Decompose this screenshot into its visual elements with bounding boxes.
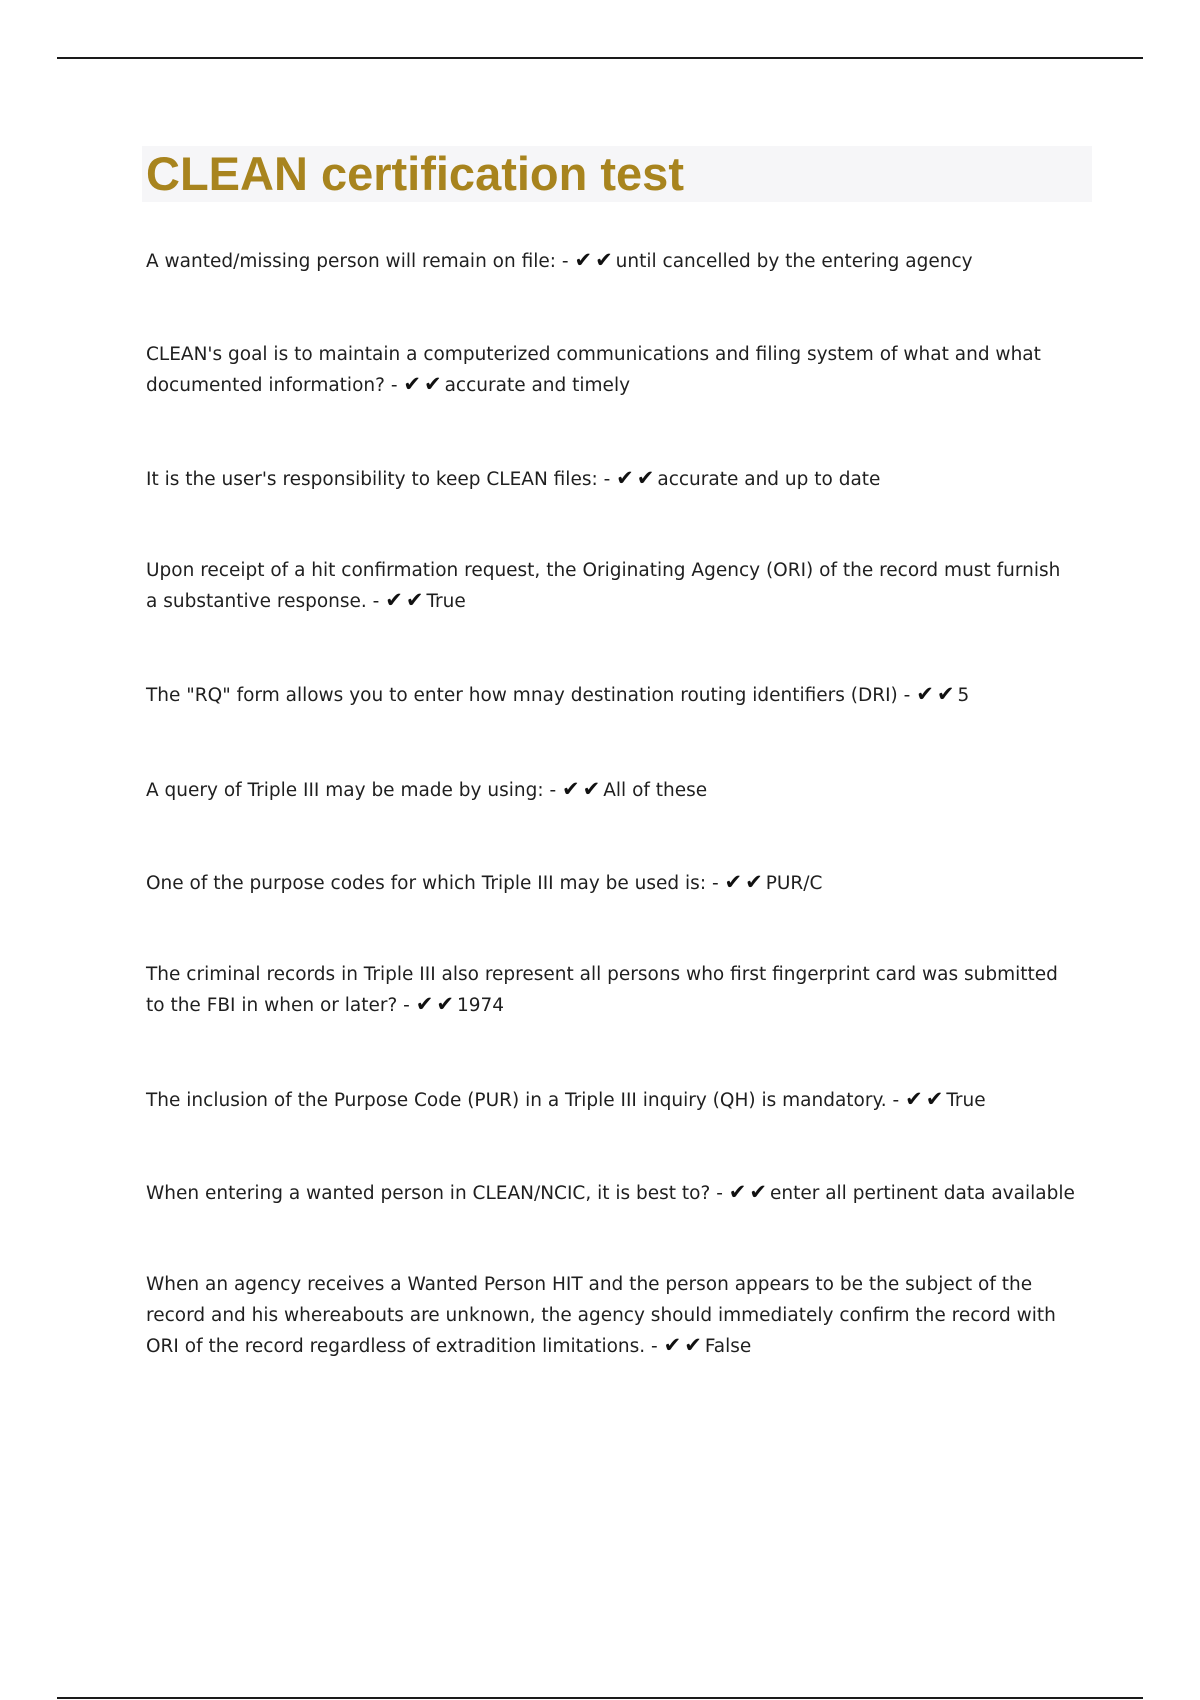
check-icon: ✔ [745, 870, 763, 894]
qa-item-10 [146, 1178, 1076, 1209]
check-icon: ✔ [663, 1333, 682, 1357]
answer-text: accurate and up to date [657, 469, 881, 490]
qa-item-9 [146, 1085, 1076, 1116]
qa-item-3 [146, 464, 1076, 495]
check-icon: ✔ [574, 248, 593, 272]
answer-text: All of these [603, 780, 708, 801]
check-icon: ✔ [916, 682, 934, 706]
answer-text: True [946, 1090, 986, 1111]
check-icon: ✔ [582, 777, 601, 801]
separator: - [397, 995, 416, 1016]
answer-text: 5 [957, 685, 970, 706]
check-icon: ✔ [405, 588, 424, 612]
answer-text: PUR/C [765, 873, 823, 894]
question-text: It is the user's responsibility to keep CLEAN files: [146, 469, 598, 490]
qa-item-4 [146, 555, 1076, 617]
qa-item-2 [146, 339, 1076, 401]
answer-text: False [704, 1336, 752, 1357]
check-icon: ✔ [749, 1180, 767, 1204]
question-text: A wanted/missing person will remain on file: [146, 251, 557, 272]
check-icon: ✔ [616, 466, 634, 490]
check-icon: ✔ [385, 588, 403, 612]
qa-item-1 [146, 246, 1076, 277]
check-icon: ✔ [905, 1087, 923, 1111]
qa-item-6 [146, 775, 1076, 806]
check-icon: ✔ [936, 682, 955, 706]
qa-item-8 [146, 959, 1076, 1021]
check-icon: ✔ [562, 777, 580, 801]
separator: - [384, 375, 404, 396]
separator: - [597, 469, 617, 490]
check-icon: ✔ [684, 1333, 702, 1357]
question-text: The criminal records in Triple III also represent all persons who first fingerprint card was submitted to the FBI in when or later? [146, 964, 1058, 1016]
qa-item-7 [146, 868, 1076, 899]
question-text: When entering a wanted person in CLEAN/NCIC, it is best to? [146, 1183, 711, 1204]
question-text: One of the purpose codes for which Triple III may be used is: [146, 873, 707, 894]
answer-text: True [426, 591, 466, 612]
separator: - [710, 1183, 729, 1204]
separator: - [366, 591, 386, 612]
question-text: When an agency receives a Wanted Person HIT and the person appears to be the subject of the record and his whereabouts are unknown, the agency should immediately confirm the record with ORI of the record regardless of extradition limitations. [146, 1274, 1056, 1357]
check-icon: ✔ [636, 466, 655, 490]
separator: - [706, 873, 725, 894]
top-rule [57, 57, 1143, 59]
separator: - [556, 251, 575, 272]
check-icon: ✔ [595, 248, 613, 272]
page-title: CLEAN certification test [146, 147, 684, 200]
check-icon: ✔ [423, 372, 442, 396]
qa-item-11 [146, 1269, 1076, 1362]
check-icon: ✔ [403, 372, 421, 396]
question-text: Upon receipt of a hit confirmation request, the Originating Agency (ORI) of the record must furnish a substantive response. [146, 560, 1061, 612]
separator: - [897, 685, 917, 706]
qa-item-5 [146, 680, 1076, 711]
check-icon: ✔ [728, 1180, 747, 1204]
question-text: CLEAN's goal is to maintain a computerized communications and filing system of what and what documented information? [146, 344, 1041, 396]
check-icon: ✔ [925, 1087, 944, 1111]
separator: - [886, 1090, 906, 1111]
bottom-rule [57, 1697, 1143, 1699]
question-text: The inclusion of the Purpose Code (PUR) in a Triple III inquiry (QH) is mandatory. [146, 1090, 887, 1111]
answer-text: until cancelled by the entering agency [615, 251, 973, 272]
check-icon: ✔ [415, 992, 434, 1016]
answer-text: accurate and timely [444, 375, 631, 396]
separator: - [543, 780, 563, 801]
answer-text: 1974 [456, 995, 505, 1016]
question-text: The "RQ" form allows you to enter how mnay destination routing identifiers (DRI) [146, 685, 898, 706]
check-icon: ✔ [436, 992, 454, 1016]
check-icon: ✔ [724, 870, 743, 894]
answer-text: enter all pertinent data available [769, 1183, 1075, 1204]
separator: - [645, 1336, 664, 1357]
question-text: A query of Triple III may be made by using: [146, 780, 544, 801]
